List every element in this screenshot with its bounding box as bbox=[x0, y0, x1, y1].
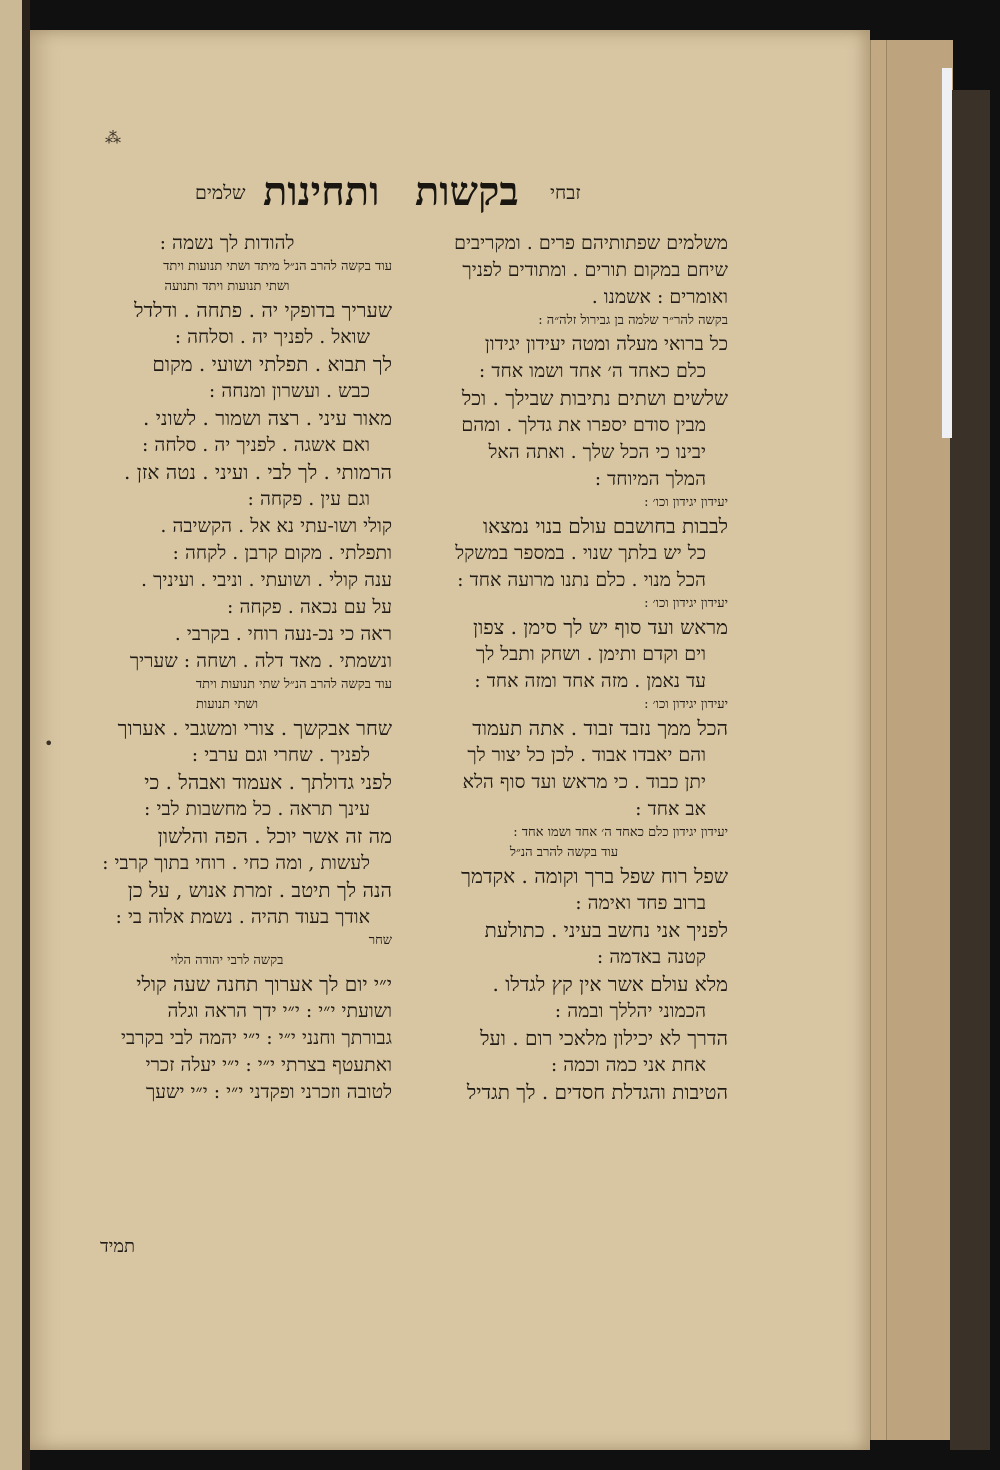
text-line: בקשה להר״ר שלמה בן גבירול זלה״ה : bbox=[538, 313, 728, 328]
text-line: הכל מנוי . כלם נתנו מרועה אחד : bbox=[457, 569, 706, 591]
text-line: לפני גדולתך . אעמוד ואבהל . כי bbox=[144, 770, 392, 794]
header-left-word: שלמים bbox=[195, 182, 246, 204]
text-line: וים וקדם ותימן . ושחק ותבל לך bbox=[476, 643, 706, 665]
text-line: עינך תראה . כל מחשבות לבי : bbox=[144, 798, 370, 820]
page-header bbox=[175, 168, 645, 228]
text-line: לעשות , ומה כחי . רוחי בתוך קרבי : bbox=[102, 852, 370, 874]
text-line: הטיבות והגדלת חסדים . לך תגדיל bbox=[466, 1080, 728, 1104]
text-line: קטנה באדמה : bbox=[596, 946, 706, 968]
text-line: שיחם במקום תורים . ומתודים לפניך bbox=[462, 259, 728, 281]
text-line: ואתעטף בצרתי י״י : י״י יעלה זכרי bbox=[145, 1054, 392, 1076]
text-line: שחר אבקשך . צורי ומשגבי . אערוך bbox=[117, 716, 392, 740]
text-line: יעידון יגידון וכו׳ : bbox=[644, 495, 728, 510]
left-text-column bbox=[62, 230, 392, 1106]
text-line: יבינו כי הכל שלך . ואתה האל bbox=[488, 441, 706, 463]
text-line: מבין סודם יספרו את גדלך . ומהם bbox=[461, 414, 706, 436]
text-line: שלשים ושתים נתיבות שבילך . וכל bbox=[461, 386, 728, 410]
text-line: י״י יום לך אערוך תחנה שעה קולי bbox=[136, 972, 392, 996]
text-line: קולי ושו-עתי נא אל . הקשיבה . bbox=[160, 515, 392, 537]
text-line: עד נאמן . מזה אחד ומזה אחד : bbox=[474, 670, 706, 692]
text-line: שעריך בדופקי יה . פתחה . ודלדל bbox=[134, 298, 392, 322]
text-line: יתן כבוד . כי מראש ועד סוף הלא bbox=[462, 771, 706, 793]
header-right-word: זבחי bbox=[550, 182, 581, 204]
book-gutter bbox=[22, 0, 30, 1470]
text-line: כל ברואי מעלה ומטה יעידון יגידון bbox=[484, 333, 728, 355]
text-line: משלמים שפתותיהם פרים . ומקריבים bbox=[454, 232, 728, 254]
text-line: אב אחד : bbox=[635, 798, 706, 820]
text-line: יעידון יגידון וכו׳ : bbox=[644, 596, 728, 611]
text-line: שפל רוח שפל ברך וקומה . אקדמך bbox=[461, 864, 728, 888]
text-line: הדרך לא יכילון מלאכי רום . ועל bbox=[480, 1026, 728, 1050]
catchword: תמיד bbox=[100, 1236, 136, 1257]
text-line: והם יאבדו אבוד . לכן כל יצור לך bbox=[467, 744, 706, 766]
text-line: אחת אני כמה וכמה : bbox=[550, 1054, 706, 1076]
text-line: יעידון יגידון כלם כאחד ה׳ אחד ושמו אחד : bbox=[513, 825, 728, 840]
text-line: כבש . ועשרון ומנחה : bbox=[208, 380, 370, 402]
text-line: גבורתך וחנני י״י : י״י יהמה לבי בקרבי bbox=[121, 1027, 392, 1049]
text-line: כלם כאחד ה׳ אחד ושמו אחד : bbox=[478, 360, 706, 382]
text-line: ואומרים : אשמנו . bbox=[591, 286, 728, 308]
text-line: ושועתי י״י : י״י ידך הראה וגלה bbox=[167, 1000, 392, 1022]
text-line: להודות לך נשמה : bbox=[159, 232, 295, 254]
header-title-left: ותחינות bbox=[263, 168, 380, 215]
text-line: על עם נכאה . פקחה : bbox=[227, 596, 392, 618]
text-line: הנה לך תיטב . זמרת אנוש , על כן bbox=[127, 878, 392, 902]
header-title-right: בקשות bbox=[415, 168, 519, 215]
text-line: מלא עולם אשר אין קץ לגדלו . bbox=[492, 972, 728, 996]
text-line: עוד בקשה להרב הנ״ל שתי תנועות ויתד bbox=[195, 677, 392, 692]
text-line: לפניך . שחרי וגם ערבי : bbox=[191, 744, 370, 766]
text-line: בקשה לרבי יהודה הלוי bbox=[170, 953, 284, 968]
text-line: ראה כי נכ-נעה רוחי . בקרבי . bbox=[174, 623, 392, 645]
text-line: לטובה וזכרני ופקדני י״י : י״י ישעך bbox=[145, 1081, 392, 1103]
text-line: ושתי תנועות ויתד ותנועה bbox=[164, 279, 290, 294]
margin-dot: • bbox=[44, 734, 54, 753]
text-line: המלך המיוחד : bbox=[594, 468, 706, 490]
text-line: הרמותי . לך לבי . ועיני . נטה אזן . bbox=[124, 460, 392, 484]
text-line: שואל . לפניך יה . וסלחה : bbox=[174, 326, 370, 348]
text-line: וגם עין . פקחה : bbox=[247, 488, 370, 510]
text-line: כל יש בלתך שנוי . במספר במשקל bbox=[455, 542, 706, 564]
text-line: מה זה אשר יוכל . הפה והלשון bbox=[157, 824, 392, 848]
text-line: הכל ממך נזבד זבוד . אתה תעמוד bbox=[472, 716, 728, 740]
text-line: ותפלתי . מקום קרבן . לקחה : bbox=[172, 542, 392, 564]
text-line: שחר bbox=[368, 933, 392, 948]
text-line: ענה קולי . ושועתי . וניבי . ועיניך . bbox=[141, 569, 392, 591]
paper-tab bbox=[942, 68, 952, 438]
text-line: עוד בקשה להרב הנ״ל מיתד ושתי תנועות ויתד bbox=[163, 259, 392, 274]
text-line: הכמוני יהללך ובמה : bbox=[554, 1000, 706, 1022]
text-line: לפניך אני נחשב בעיני . כתולעת bbox=[484, 918, 728, 942]
text-line: עוד בקשה להרב הנ״ל bbox=[509, 845, 619, 860]
text-line: ברוב פחד ואימה : bbox=[575, 892, 706, 914]
previous-page-edge bbox=[0, 0, 22, 1470]
right-text-column bbox=[400, 230, 728, 1106]
text-line: ואם אשגה . לפניך יה . סלחה : bbox=[141, 434, 370, 456]
text-line: אודך בעוד תהיה . נשמת אלוה בי : bbox=[115, 906, 370, 928]
text-line: מראש ועד סוף יש לך סימן . צפון bbox=[473, 615, 728, 639]
text-line: יעידון יגידון וכו׳ : bbox=[644, 697, 728, 712]
text-line: ושתי תנועות bbox=[195, 697, 259, 712]
text-line: לבבות בחושבם עולם בנוי נמצאו bbox=[483, 514, 728, 538]
text-line: לך תבוא . תפלתי ושועי . מקום bbox=[152, 352, 392, 376]
text-line: ונשמתי . מאד דלה . ושחה : שעריך bbox=[129, 650, 392, 672]
margin-speck: ⁂ bbox=[105, 128, 121, 147]
text-line: מאור עיני . רצה ושמור . לשוני . bbox=[143, 406, 392, 430]
